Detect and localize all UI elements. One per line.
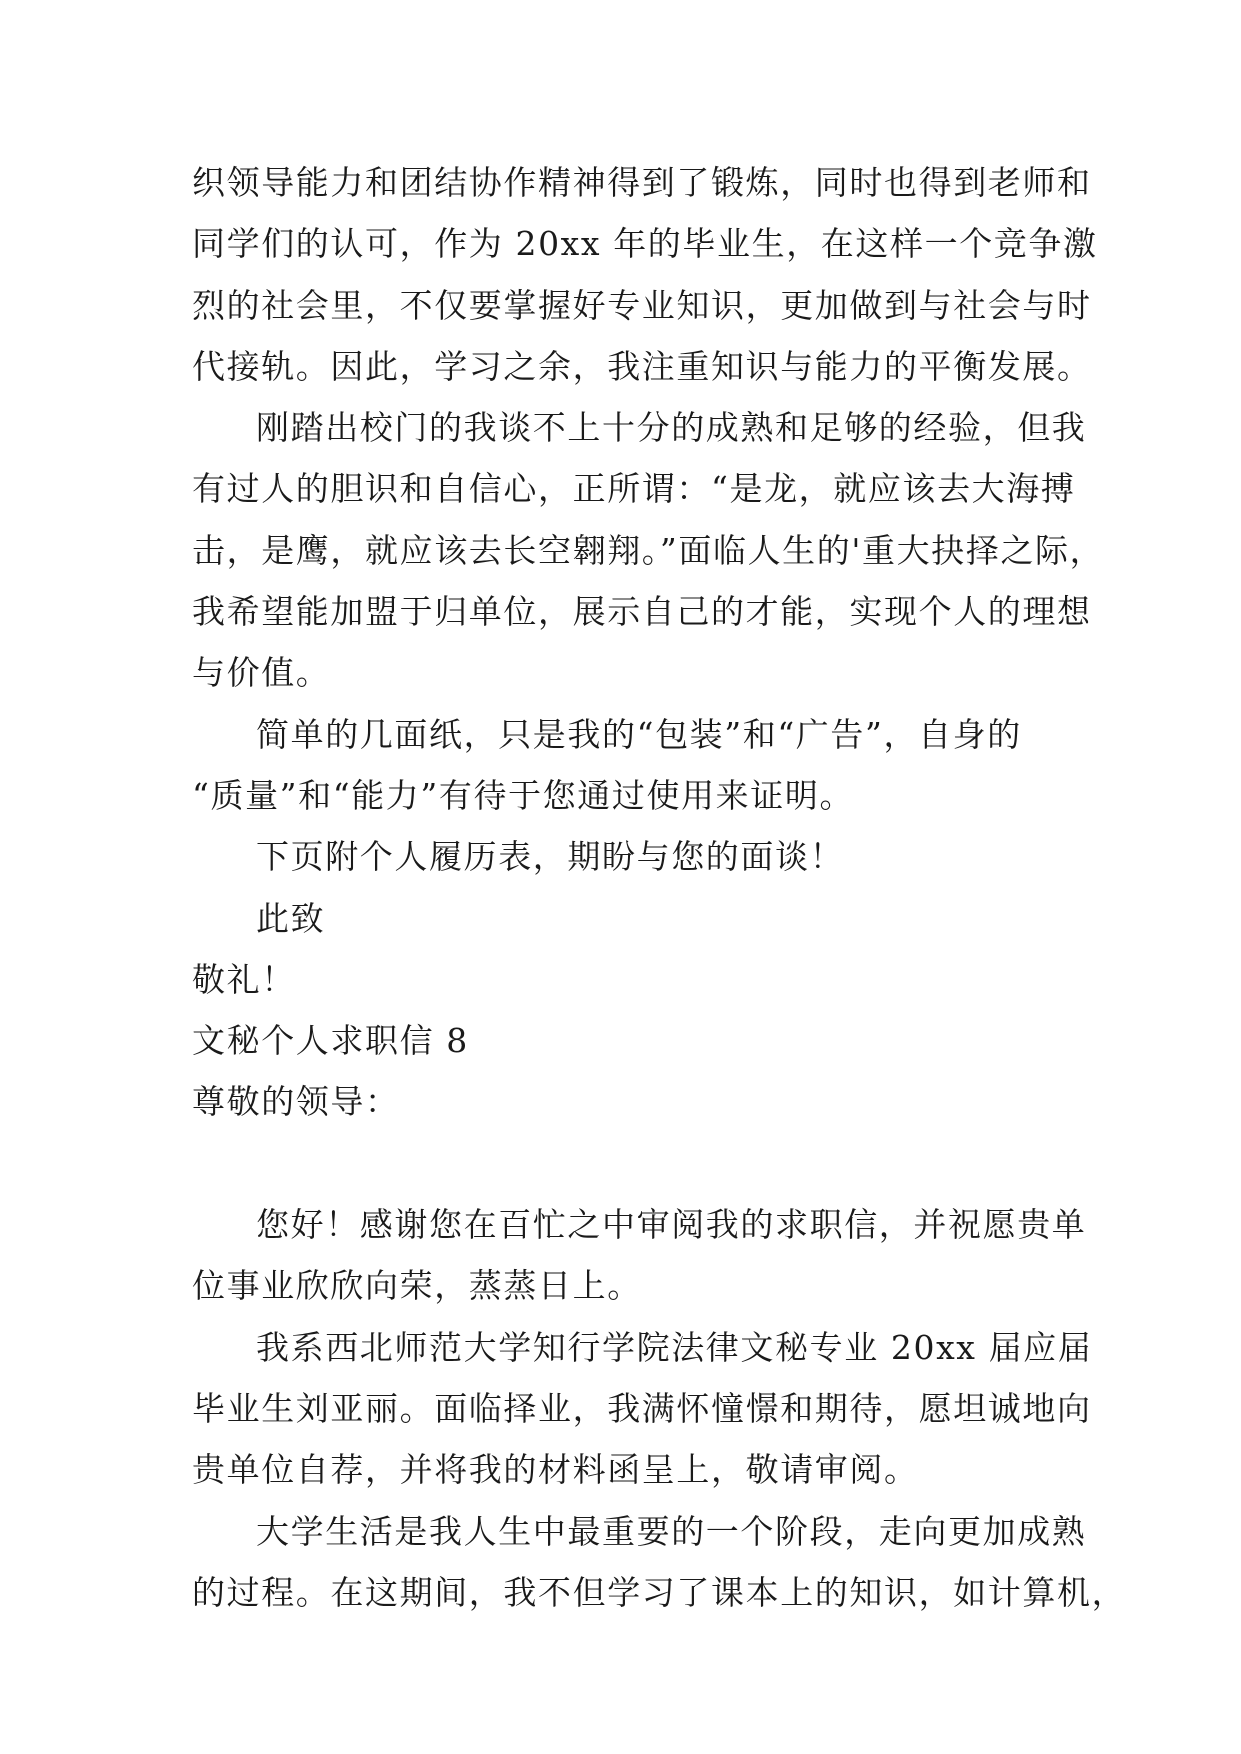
- text-line: 位事业欣欣向荣，蒸蒸日上。: [192, 1266, 642, 1306]
- text-line: 与价值。: [192, 653, 331, 693]
- salutation-line: 敬礼！: [192, 959, 296, 999]
- text-line: 同学们的认可，作为 20xx 年的毕业生，在这样一个竞争激: [192, 224, 1098, 264]
- closing-line: 此致: [256, 898, 326, 938]
- text-line: “质量”和“能力”有待于您通过使用来证明。: [192, 775, 855, 815]
- text-line: 烈的社会里，不仅要掌握好专业知识，更加做到与社会与时: [192, 285, 1092, 325]
- paragraph-start-line: 下页附个人履历表，期盼与您的面谈！: [256, 837, 845, 877]
- paragraph-start-line: 刚踏出校门的我谈不上十分的成熟和足够的经验，但我: [256, 408, 1087, 448]
- paragraph-start-line: 简单的几面纸，只是我的“包装”和“广告”，自身的: [256, 714, 1022, 754]
- text-line: 代接轨。因此，学习之余，我注重知识与能力的平衡发展。: [192, 346, 1092, 386]
- paragraph-start-line: 大学生活是我人生中最重要的一个阶段，走向更加成熟: [256, 1511, 1087, 1551]
- text-line: 有过人的胆识和自信心，正所谓：“是龙，就应该去大海搏: [192, 469, 1076, 509]
- letter-body: [192, 152, 1127, 1623]
- text-line: 击，是鹰，就应该去长空翱翔。”面临人生的'重大抉择之际，: [192, 530, 1105, 570]
- text-line: 贵单位自荐，并将我的材料函呈上，敬请审阅。: [192, 1450, 919, 1490]
- greeting-line: 尊敬的领导：: [192, 1082, 400, 1122]
- paragraph-start-line: 我系西北师范大学知行学院法律文秘专业 20xx 届应届: [256, 1327, 1093, 1367]
- section-title: 文秘个人求职信 8: [192, 1021, 469, 1061]
- blank-line: [192, 1133, 1062, 1194]
- text-line: 毕业生刘亚丽。面临择业，我满怀憧憬和期待，愿坦诚地向: [192, 1388, 1092, 1428]
- text-line: 的过程。在这期间，我不但学习了课本上的知识，如计算机，: [192, 1572, 1127, 1612]
- paragraph-start-line: 您好！感谢您在百忙之中审阅我的求职信，并祝愿贵单: [256, 1205, 1087, 1245]
- text-line: 织领导能力和团结协作精神得到了锻炼，同时也得到老师和: [192, 163, 1092, 202]
- text-line: 我希望能加盟于归单位，展示自己的才能，实现个人的理想: [192, 592, 1092, 632]
